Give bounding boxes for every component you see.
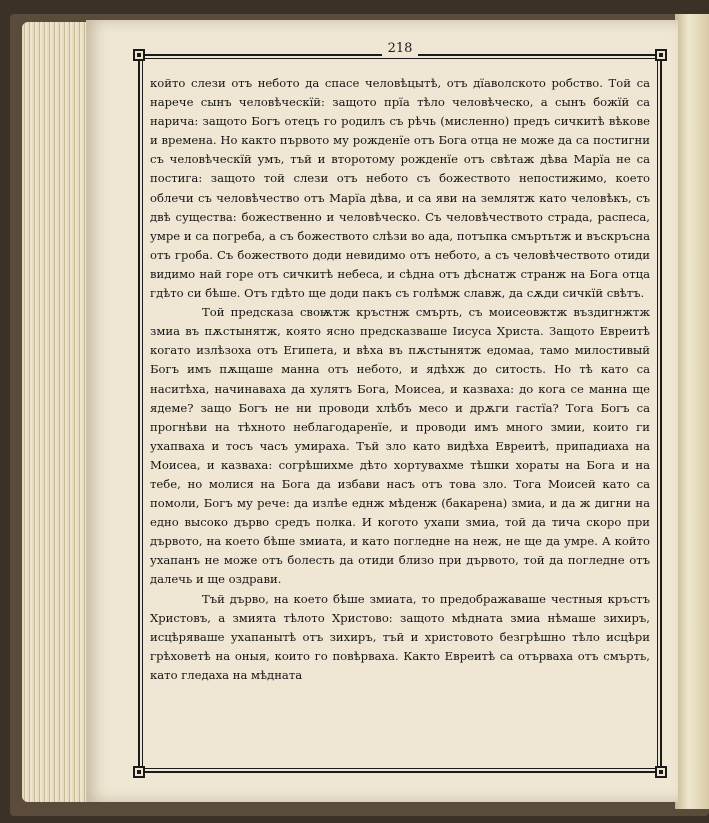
page-number: [140, 42, 660, 55]
next-page-edge: [675, 14, 709, 809]
page-number-text: 218: [382, 41, 419, 56]
text-frame: [138, 41, 662, 773]
paragraph: Той предсказа своѭтж кръстнж смърть, съ моисеовжтж въздигнжтж змиа въ пѫстынятж, която ясно предсказваше Ӏисуса Христа. Защото Евреитѣ когато излѣзоха отъ Египета, и вѣха въ пѫстынятж едомаа, тамо милостивый Богъ имъ пѫщаше манна отъ небото, и ядѣхж до ситость. Но тѣ като са наситѣха, начинаваха да хулятъ Бога, Моисеа, и казваха: до кога се манна ще ядеме? защо Богъ не ни проводи хлѣбъ месо и дрѫги гастїа? Тога Богъ са прогнѣви на тѣхното неблагодаренїе, и проводи имъ много змии, които ги ухапваха и тосъ часъ умираха. Тъй зло като видѣха Евреитѣ, припадиаха на Моисеа, и казваха: согрѣшихме дѣто хортувахме тѣшки хораты на Бога и на тебе, но молися на Бога да избави насъ отъ това зло. Тога Моисей като са помоли, Богъ му рече: да излѣе еднж мѣденж (бакарена) змиа, и да ж дигни на едно высоко дърво средъ полка. И когото ухапи змиа, той да тича скоро при дървото, на което бѣше змиата, и като погледне на неж, не ще да умре. А който ухапанъ не може отъ болесть да отиди близо при дървото, той да погледне отъ далечь и ще оздрави.: [150, 305, 650, 587]
corner-ornament: [133, 766, 145, 778]
book-page: [86, 20, 678, 802]
paragraph: който слези отъ небото да спасе человѣцытѣ, отъ дїаволското робство. Той са нарече сынъ человѣческїй: защото прїа тѣло человѣческо, а сынъ божїй са нарича: защото Богъ отецъ го родилъ съ рѣчь (мисленно) предъ сичкитѣ вѣкове и времена. Но както първото му рожденїе отъ Бога отца не може да са постигни съ человѣческїй умъ, тъй и второтому рожденїе отъ свѣтаж дѣва Марїа не са постига: защото той слези отъ небото съ божеството непостижимо, което облечи съ человѣчество отъ Марїа дѣва, и са яви на землятж като человѣкъ, съ двѣ существа: божественно и человѣческо. Съ человѣчеството страда, распеса, умре и са погреба, а съ божеството слѣзи во ада, потъпка смъртьтж и въскръсна отъ гроба. Съ божеството доди невидимо отъ небото, а съ человѣчеството отиди видимо най горе отъ сичкитѣ небеса, и сѣдна отъ дѣснатж странж на Бога отца гдѣто си бѣше. Отъ гдѣто ще доди пакъ съ голѣмж славж, да сѫди сичкїй свѣтъ.: [150, 76, 650, 301]
paragraph: Тъй дърво, на което бѣше змиата, то предображаваше честныя кръстъ Христовъ, а змията тѣлото Христово: защото мѣдната змиа нѣмаше зихиръ, исцѣряваше ухапанытѣ отъ зихиръ, тъй и христовото безгрѣшно тѣло исцѣри грѣховетѣ на оныя, които го повѣрваха. Както Евреитѣ са отърваха отъ смърть, като гледаха на мѣдната: [150, 591, 650, 682]
page-text: [150, 74, 650, 764]
corner-ornament: [655, 766, 667, 778]
